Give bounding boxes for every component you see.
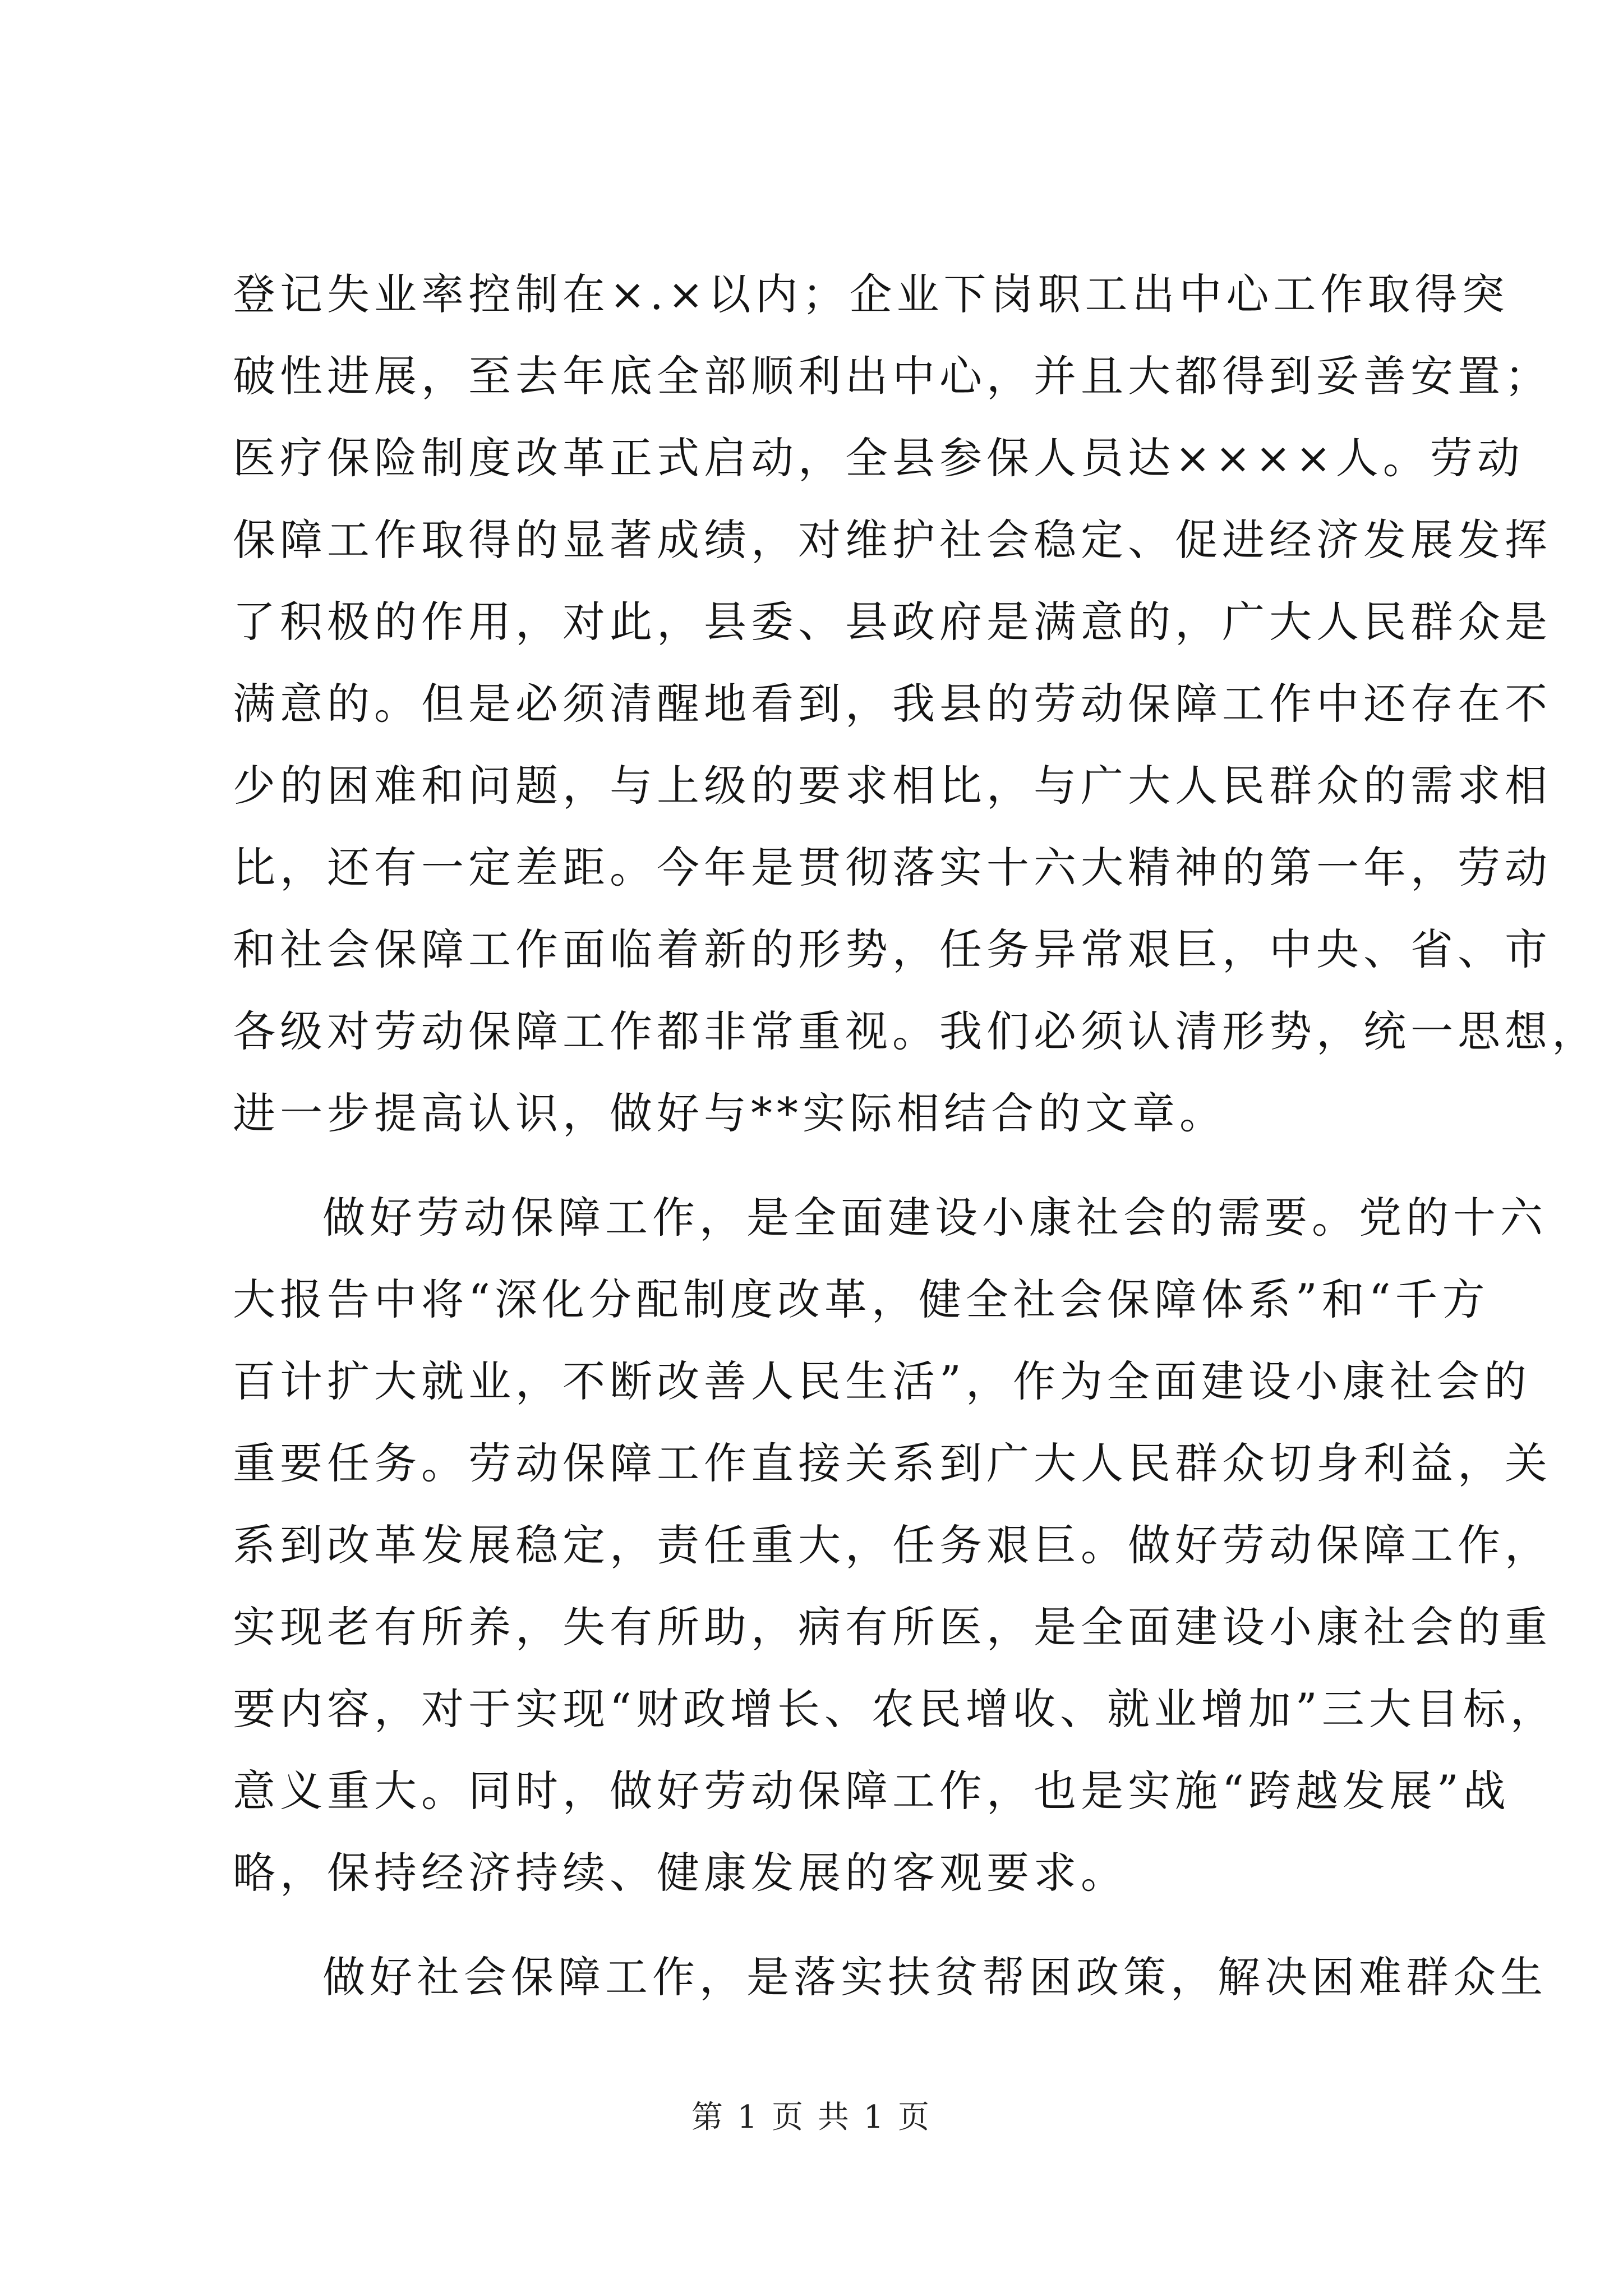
paragraph-1 xyxy=(233,254,1599,1154)
text-line-first: 做好劳动保障工作，是全面建设小康社会的需要。党的十六 xyxy=(322,1193,1547,1243)
text-line: 实现老有所养，失有所助，病有所医，是全面建设小康社会的重 xyxy=(233,1602,1552,1652)
text-line: 要内容，对于实现“财政增长、农民增收、就业增加”三大目标， xyxy=(233,1684,1557,1734)
page-footer: 第 1 页 共 1 页 xyxy=(691,2099,932,2136)
text-line: 了积极的作用，对此，县委、县政府是满意的，广大人民群众是 xyxy=(233,597,1552,647)
text-line: 和社会保障工作面临着新的形势，任务异常艰巨，中央、省、市 xyxy=(233,924,1552,974)
text-line: 系到改革发展稳定，责任重大，任务艰巨。做好劳动保障工作， xyxy=(233,1520,1552,1570)
text-line: 破性进展，至去年底全部顺利出中心，并且大都得到妥善安置； xyxy=(233,351,1552,401)
text-line: 略，保持经济持续、健康发展的客观要求。 xyxy=(233,1848,1128,1898)
text-line: 比，还有一定差距。今年是贯彻落实十六大精神的第一年，劳动 xyxy=(233,843,1552,892)
text-line: 进一步提高认识，做好与**实际相结合的文章。 xyxy=(233,1088,1227,1138)
document-body xyxy=(233,254,1599,2018)
paragraph-spacer xyxy=(233,1154,1399,1177)
text-line: 登记失业率控制在×.×以内；企业下岗职工出中心工作取得突 xyxy=(233,269,1509,319)
text-line: 满意的。但是必须清醒地看到，我县的劳动保障工作中还存在不 xyxy=(233,679,1552,729)
text-line-first: 做好社会保障工作，是落实扶贫帮困政策，解决困难群众生 xyxy=(322,1952,1547,2002)
text-line: 医疗保险制度改革正式启动，全县参保人员达××××人。劳动 xyxy=(233,433,1524,483)
paragraph-spacer xyxy=(233,1914,1399,1936)
text-line: 少的困难和问题，与上级的要求相比，与广大人民群众的需求相 xyxy=(233,761,1552,811)
paragraph-3 xyxy=(233,1936,1547,2018)
text-line: 各级对劳动保障工作都非常重视。我们必须认清形势，统一思想， xyxy=(233,1006,1599,1056)
text-line: 百计扩大就业，不断改善人民生活”，作为全面建设小康社会的 xyxy=(233,1356,1531,1406)
text-line: 大报告中将“深化分配制度改革，健全社会保障体系”和“千方 xyxy=(233,1274,1490,1324)
text-line: 意义重大。同时，做好劳动保障工作，也是实施“跨越发展”战 xyxy=(233,1766,1510,1816)
paragraph-2 xyxy=(233,1177,1557,1914)
text-line: 保障工作取得的显著成绩，对维护社会稳定、促进经济发展发挥 xyxy=(233,515,1552,565)
text-line: 重要任务。劳动保障工作直接关系到广大人民群众切身利益，关 xyxy=(233,1438,1552,1488)
